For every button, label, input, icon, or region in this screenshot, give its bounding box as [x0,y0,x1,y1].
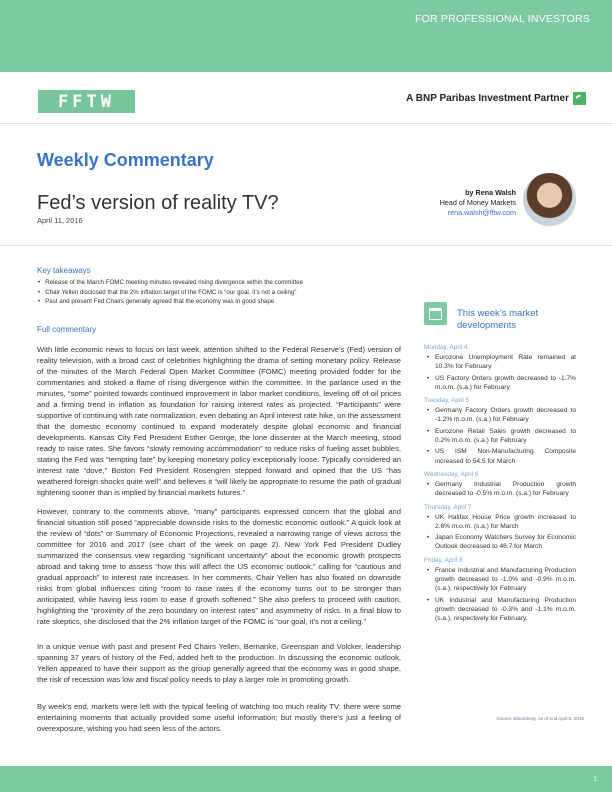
commentary-paragraph: With little economic news to focus on last week, attention shifted to the Federal Reserve’s (Fed) version of reality television, with a broad cast of celebrities highlighting the drama of setting monetary policy. Release of the minutes of the March Federal Open Market Committee (FOMC) meeting provided fodder for the commentaries and stoked a flame of rising divergence within the committee. In the parlance used in the minutes, “some” pointed towards continued improvement in labor market conditions, leveling off of oil prices and a firming trend in inflation as foundation for raising interest rates as projected. “Participants” were supportive of continuing with rate normalization, even debating an April interest rate hike, on the assessment that the domestic economy continued to expand moderately despite global economic and financial developments. Kansas City Fed President Esther George, the lone dissenter at the March meeting, stood ready to raise rates. She favors “slowly removing accommodation” to reduce risks of fueling asset bubbles, stating the Fed was “tempting fate” by keeping monetary policy exceptionally loose. Typically considered an interest rate “dove,” Boston Fed President Rosengren stepped forward and opined that the US “has weathered foreign shocks quite well” and believes it “will likely be appropriate to resume the path of gradual tightening sooner than is implied by financial markets futures.” [37,345,401,497]
partner-text: A BNP Paribas Investment Partner [406,93,569,104]
author-role: Head of Money Markets [439,198,516,207]
list-item: • US ISM Non-Manufacturing Composite increased to 54.5 for March [435,447,576,466]
list-item: • Past and present Fed Chairs generally agreed that the economy was in good shape [46,297,426,307]
list-item: • US Factory Orders growth decreased to -1.7% m.o.m. (s.a.) for February [435,374,576,393]
list-item: • Japan Economy Watchers Survey for Economic Outlook decreased to 46.7 for March [435,533,576,552]
day-label: Thursday, April 7 [424,503,472,511]
author-email-link[interactable]: rena.walsh@fftw.com [447,208,516,217]
page-title: Fed’s version of reality TV? [37,192,279,214]
series-title: Weekly Commentary [37,150,214,170]
commentary-paragraph: In a unique venue with past and present Fed Chairs Yellen, Bernanke, Greenspan and Volcker, leadership spanning 37 years of history of the Fed, added heft to the production. In discussing the economic outlook, Yellen appeared to have their support as the group generally agreed that the economy was in good shape, the risk of recession was low and fiscal policy needs to play a larger role in promoting growth. [37,642,401,684]
commentary-paragraph: By week’s end, markets were left with the typical feeling of watching too much reality TV: there were some entertaining moments that actually provided some useful information; but mostly there’s just a feeling of overexposure, wishing you had seen less of the actors. [37,702,401,733]
list-item: • Eurozone Retail Sales growth decreased to 0.2% m.o.m. (s.a.) for February [435,427,576,446]
calendar-icon [424,302,447,325]
list-item: • Eurozone Unemployment Rate remained at 10.3% for February [435,353,576,372]
list-item: • France Industrial and Manufacturing Production growth decreased to -1.0% and -0.9% m.o.m. (s.a.), respectively for February [435,566,576,594]
commentary-heading: Full commentary [37,325,97,334]
author-name: by Rena Walsh [465,188,516,197]
footer-banner [0,766,612,792]
list-item: • UK Industrial and Manufacturing Production growth decreased to -0.3% and -1.1% m.o.m. (s.a.), respectively for February. [435,596,576,624]
title-divider [0,245,612,246]
day-section [424,471,576,499]
author-block [440,188,516,218]
day-label: Wednesday, April 6 [424,470,479,478]
day-label: Friday, April 8 [424,556,463,564]
sidebar-title [457,308,538,332]
day-section [424,504,576,552]
day-section [424,557,576,624]
fftw-logo [38,90,135,113]
day-label: Monday, April 4 [424,344,468,351]
list-item: • Chair Yellen disclosed that the 2% inflation target of the FOMC is “our goal, it’s not a ceiling” [46,288,426,298]
audience-label: FOR PROFESSIONAL INVESTORS [415,13,590,25]
source-note: Source: Bloomberg, as of end April 8, 2016 [496,716,584,721]
partner-tagline [406,92,586,105]
day-label: Tuesday, April 5 [424,397,470,405]
top-banner [0,0,612,72]
list-item: • Release of the March FOMC meeting minutes revealed rising divergence within the committee [46,278,426,288]
publish-date: April 11, 2016 [37,216,83,225]
list-item: • Germany Industrial Production growth decreased to -0.5% m.o.m. (s.a.) for February [435,480,576,499]
sidebar-title-line: developments [457,320,517,331]
logo-text: FFTW [58,91,115,112]
list-item: • UK Halifax House Price growth increased to 2.6% m.o.m. (s.a.) for March [435,513,576,532]
header-divider [0,123,612,124]
takeaways-list [46,278,426,307]
commentary-paragraph: However, contrary to the comments above, “many” participants expressed concern that the global and financial situation still posed “appreciable downside risks to the domestic economic outlook.” A quick look at the review of “dots” or Summary of Economic Projections, revealed a narrowing range of views across the committee for 2016 and 2017 (see chart of the week on page 2). New York Fed President Dudley summarized the consensus view regarding “significant uncertainty” about the economic growth prospects abroad and taking time to assess “how this will affect the US economic outlook,” calling for “cautious and gradual approach” to interest rate increases. In her comments, Chair Yellen has also fixated on downside risks from global influences citing “room to raise rates if the economy turns out to be stronger than anticipated, while having less room to ease if growth softened.” She also prefers to proceed with caution, highlighting the “proximity of the zero boundary on interest rates” and asymmetry of risks. In a final blow to rate skeptics, she disclosed that the 2% inflation target of the FOMC is “our goal, it’s not a ceiling.” [37,507,401,626]
author-photo [523,173,576,226]
day-section [424,397,576,466]
page-number: 1 [593,776,597,783]
day-section [424,344,576,392]
list-item: • Germany Factory Orders growth decreased to -1.2% m.o.m. (s.a.) for February [435,406,576,425]
days-list [424,344,576,629]
bnp-logo-icon [573,92,586,105]
takeaways-heading: Key takeaways [37,266,91,275]
sidebar-title-line: This week’s market [457,308,539,319]
